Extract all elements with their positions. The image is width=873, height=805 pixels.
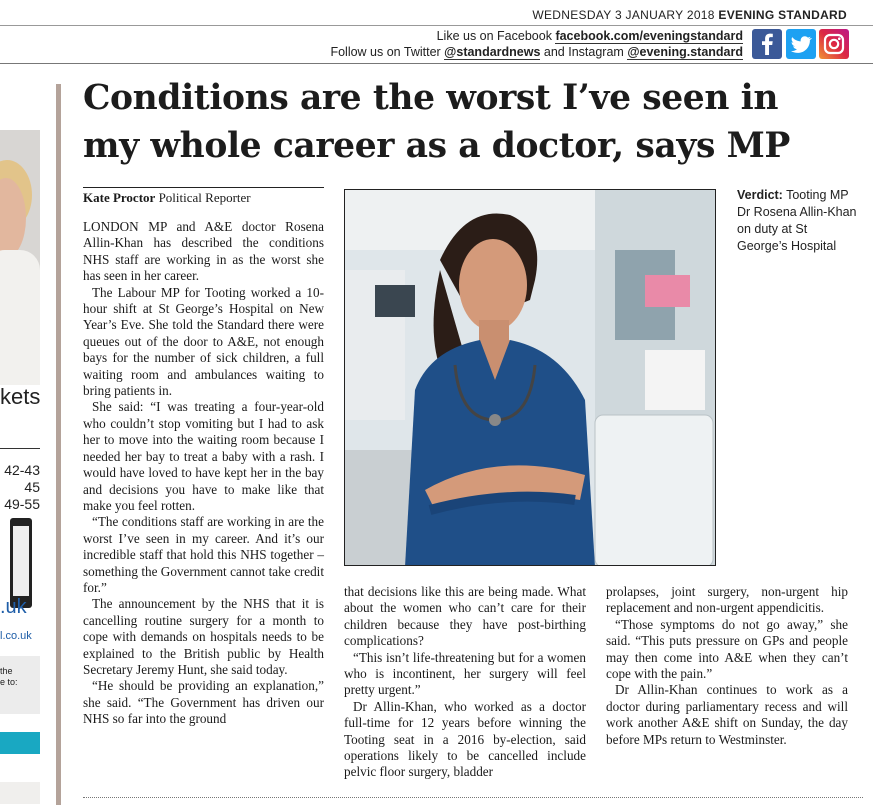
article-column-1 xyxy=(83,219,324,728)
adjacent-portrait xyxy=(0,130,40,385)
paragraph: Dr Allin-Khan, who worked as a doctor full-time for 12 years before winning the Tooting seat in a 2016 by-election, said operations likely to be cancelled include pelvic floor surgery, bladder xyxy=(344,698,586,780)
sliver-kets: kets xyxy=(0,384,41,409)
dateline xyxy=(532,8,847,22)
instagram-prefix: and Instagram xyxy=(543,45,624,59)
photo-caption xyxy=(737,187,857,255)
author-role: Political Reporter xyxy=(158,190,251,205)
byline-rule xyxy=(83,187,324,188)
paragraph: The announcement by the NHS that it is cancelling routine surgery for a month to cope with demands on hospitals needs to be explained to the British public by Health Secretary Jeremy Hunt, she said today. xyxy=(83,596,324,677)
instagram-link[interactable]: @evening.standard xyxy=(627,45,743,59)
instagram-icon[interactable] xyxy=(819,29,849,59)
follow-prefix: Follow us on Twitter xyxy=(330,45,441,59)
twitter-link[interactable]: @standardnews xyxy=(444,45,541,59)
sliver-uk: .uk xyxy=(0,596,27,618)
article-column-2 xyxy=(344,584,586,781)
sliver-rule xyxy=(0,448,40,449)
paragraph: “The conditions staff are working in are the worst I’ve seen in my career. And it’s our incredible staff that hold this NHS together – something the Government cannot take credit for.” xyxy=(83,514,324,595)
article-column-3 xyxy=(606,584,848,748)
facebook-icon[interactable] xyxy=(752,29,782,59)
paragraph: The Labour MP for Tooting worked a 10-hour shift at St George’s Hospital on New Year’s Eve. She told the Standard there were queues out of the door to A&E, not enough bays for the number of sick children, a full waiting room and ambulances waiting to bring patients in. xyxy=(83,284,324,399)
headline: Conditions are the worst I’ve seen in my whole career as a doctor, says MP xyxy=(83,78,790,166)
paragraph: She said: “I was treating a four-year-old who couldn’t stop vomiting but I had to ask her to move into the waiting room because I needed her bay to treat a baby with a rash. I would have loved to have kept her in the bay and decisions you have to make like that make you feel rotten. xyxy=(83,399,324,513)
author-name: Kate Proctor xyxy=(83,190,156,205)
sliver-page-numbers: 42-43 45 49-55 xyxy=(4,462,40,512)
issue-date: WEDNESDAY 3 JANUARY 2018 xyxy=(532,8,715,22)
top-rule xyxy=(0,25,873,26)
paragraph: Dr Allin-Khan continues to work as a doctor during parliamentary recess and will work another A&E shift on Sunday, the day before MPs return to Westminster. xyxy=(606,682,848,747)
doctor-photo xyxy=(344,189,716,566)
facebook-link[interactable]: facebook.com/eveningstandard xyxy=(555,29,743,43)
paragraph: “This isn’t life-threatening but for a women who is incontinent, her surgery will feel pretty urgent.” xyxy=(344,649,586,698)
sliver-couk: l.co.uk xyxy=(0,630,32,642)
paragraph: “He should be providing an explanation,” she said. “The Government has driven our NHS so far into the ground xyxy=(83,678,324,727)
adjacent-page-sliver xyxy=(0,70,42,805)
column-rule xyxy=(56,84,61,805)
caption-label: Verdict: xyxy=(737,188,783,202)
facebook-prefix: Like us on Facebook xyxy=(436,29,552,43)
sliver-small-text: the e to: xyxy=(0,666,18,687)
paragraph: “Those symptoms do not go away,” she said. “This puts pressure on GPs and people may then come into A&E when they can’t cope with the pain.” xyxy=(606,616,848,682)
byline xyxy=(83,190,251,206)
caption-text: Tooting MP Dr Rosena Allin-Khan on duty at St George’s Hospital xyxy=(737,188,857,253)
paragraph: that decisions like this are being made. What about the women who can’t care for their children because they have post-birthing complications? xyxy=(344,584,586,649)
sliver-accent-bar xyxy=(0,732,40,754)
paragraph: prolapses, joint surgery, non-urgent hip replacement and non-urgent appendicitis. xyxy=(606,584,848,616)
sliver-bottom-box xyxy=(0,782,40,804)
paper-name: EVENING STANDARD xyxy=(718,8,847,22)
tablet-image xyxy=(10,518,32,608)
header-rule xyxy=(0,63,873,64)
twitter-icon[interactable] xyxy=(786,29,816,59)
paragraph: LONDON MP and A&E doctor Rosena Allin-Khan has described the conditions NHS staff are working in as the worst she has seen in her career. xyxy=(83,219,324,284)
bottom-rule xyxy=(83,797,863,798)
social-promo xyxy=(330,28,743,60)
